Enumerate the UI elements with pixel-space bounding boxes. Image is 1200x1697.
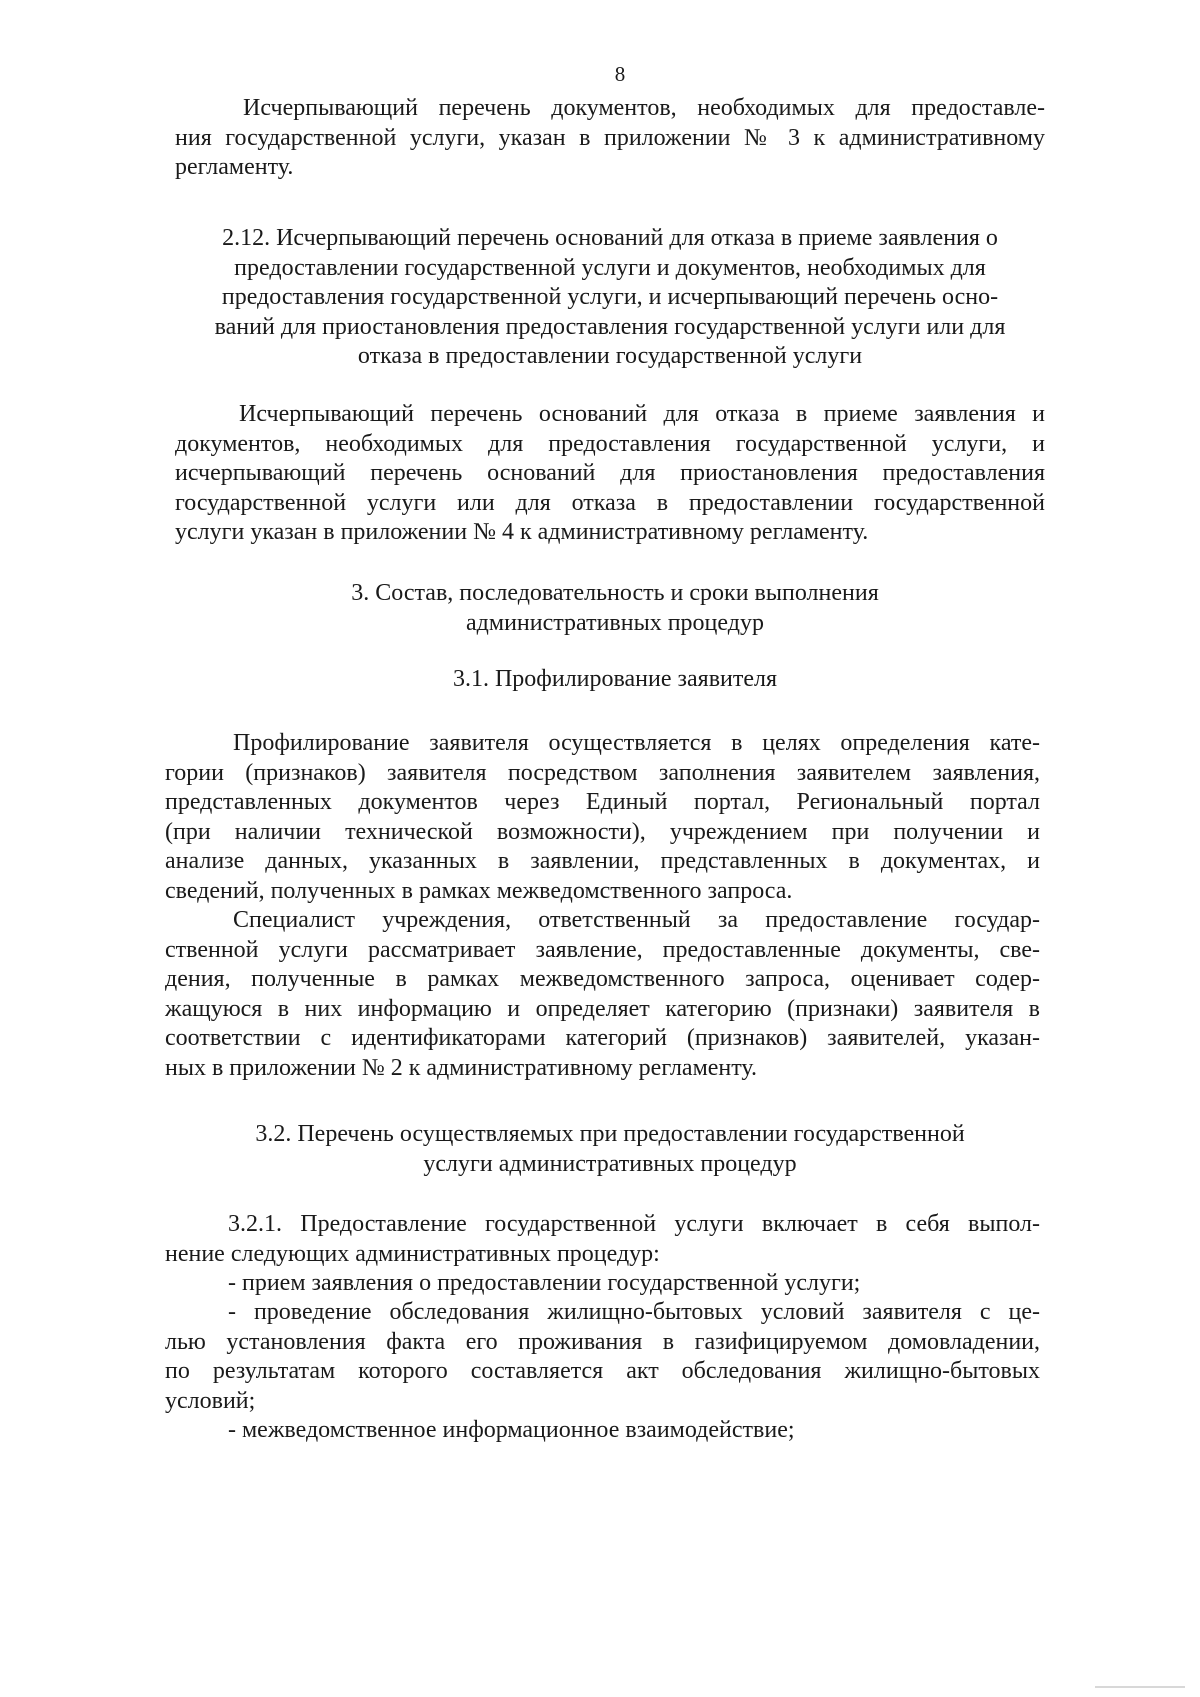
text-line: - проведение обследования жилищно-бытовых условий заявителя с це- <box>228 1299 1040 1325</box>
scan-edge-mark <box>1095 1686 1185 1688</box>
section-2-12-text <box>175 400 1045 548</box>
text-line: государственной услуги или для отказа в предоставлении государственной <box>175 489 1045 516</box>
list-item <box>165 1269 1040 1299</box>
text-line: гории (признаков) заявителя посредством заполнения заявителем заявления, <box>165 759 1040 786</box>
heading-line: 3. Состав, последовательность и сроки выполнения <box>351 580 879 606</box>
text-line: дения, полученные в рамках межведомственного запроса, оценивает содер- <box>165 966 1040 992</box>
text-line: ния государственной услуги, указан в приложении № 3 к административному <box>175 124 1045 151</box>
heading-line: административных процедур <box>466 609 764 636</box>
section-2-12-heading <box>175 224 1045 372</box>
section-3-2-1-paragraph <box>165 1210 1040 1269</box>
text-line: соответствии с идентификаторами категорий (признаков) заявителей, указан- <box>165 1025 1040 1051</box>
text-line: ственной услуги рассматривает заявление, предоставленные документы, све- <box>165 936 1040 963</box>
text-line: исчерпывающий перечень оснований для приостановления предоставления <box>175 460 1045 486</box>
text-line: представленных документов через Единый портал, Региональный портал <box>165 789 1040 815</box>
heading-line: ваний для приостановления предоставления государственной услуги или для <box>214 313 1006 340</box>
text-line: анализе данных, указанных в заявлении, представленных в документах, и <box>165 848 1040 874</box>
text-line: сведений, полученных в рамках межведомственного запроса. <box>165 877 793 904</box>
list-item <box>165 1416 1040 1446</box>
text-line: 3.2.1. Предоставление государственной услуги включает в себя выпол- <box>228 1211 1040 1237</box>
text-line: ных в приложении № 2 к административному регламенту. <box>165 1054 758 1081</box>
section-3-1-heading <box>175 665 1055 695</box>
heading-line: услуги административных процедур <box>423 1150 797 1177</box>
list-item <box>165 1298 1040 1416</box>
text-line: - прием заявления о предоставлении государственной услуги; <box>228 1270 861 1296</box>
heading-line: предоставлении государственной услуги и документов, необходимых для <box>234 254 986 281</box>
heading-line: 2.12. Исчерпывающий перечень оснований для отказа в приеме заявления о <box>222 225 998 251</box>
text-line: условий; <box>165 1387 256 1414</box>
text-line: - межведомственное информационное взаимодействие; <box>228 1417 795 1443</box>
text-line: Исчерпывающий перечень оснований для отказа в приеме заявления и <box>239 401 1045 427</box>
heading-line: 3.2. Перечень осуществляемых при предоставлении государственной <box>255 1121 965 1147</box>
text-line: нение следующих административных процедур: <box>165 1240 660 1267</box>
text-line: лью установления факта его проживания в газифицируемом домовладении, <box>165 1328 1040 1355</box>
heading-line: предоставления государственной услуги, и исчерпывающий перечень осно- <box>221 284 999 310</box>
intro-paragraph <box>175 94 1045 183</box>
text-line: жащуюся в них информацию и определяет категорию (признаки) заявителя в <box>165 995 1040 1022</box>
text-line: Профилирование заявителя осуществляется в целях определения кате- <box>233 730 1040 756</box>
section-3-heading <box>175 579 1055 638</box>
page-number: 8 <box>614 62 626 86</box>
section-3-1-paragraph-1 <box>165 729 1040 906</box>
section-3-1-paragraph-2 <box>165 906 1040 1083</box>
text-line: документов, необходимых для предоставления государственной услуги, и <box>175 430 1045 457</box>
text-line: регламенту. <box>175 154 294 180</box>
heading-line: отказа в предоставлении государственной услуги <box>357 343 863 369</box>
text-line: услуги указан в приложении № 4 к административному регламенту. <box>175 519 869 545</box>
text-line: Специалист учреждения, ответственный за предоставление государ- <box>233 907 1040 933</box>
heading-line: 3.1. Профилирование заявителя <box>452 666 778 692</box>
text-line: (при наличии технической возможности), учреждением при получении и <box>165 818 1040 845</box>
section-3-2-heading <box>165 1120 1055 1179</box>
text-line: по результатам которого составляется акт обследования жилищно-бытовых <box>165 1358 1040 1384</box>
text-line: Исчерпывающий перечень документов, необходимых для предоставле- <box>243 95 1045 121</box>
